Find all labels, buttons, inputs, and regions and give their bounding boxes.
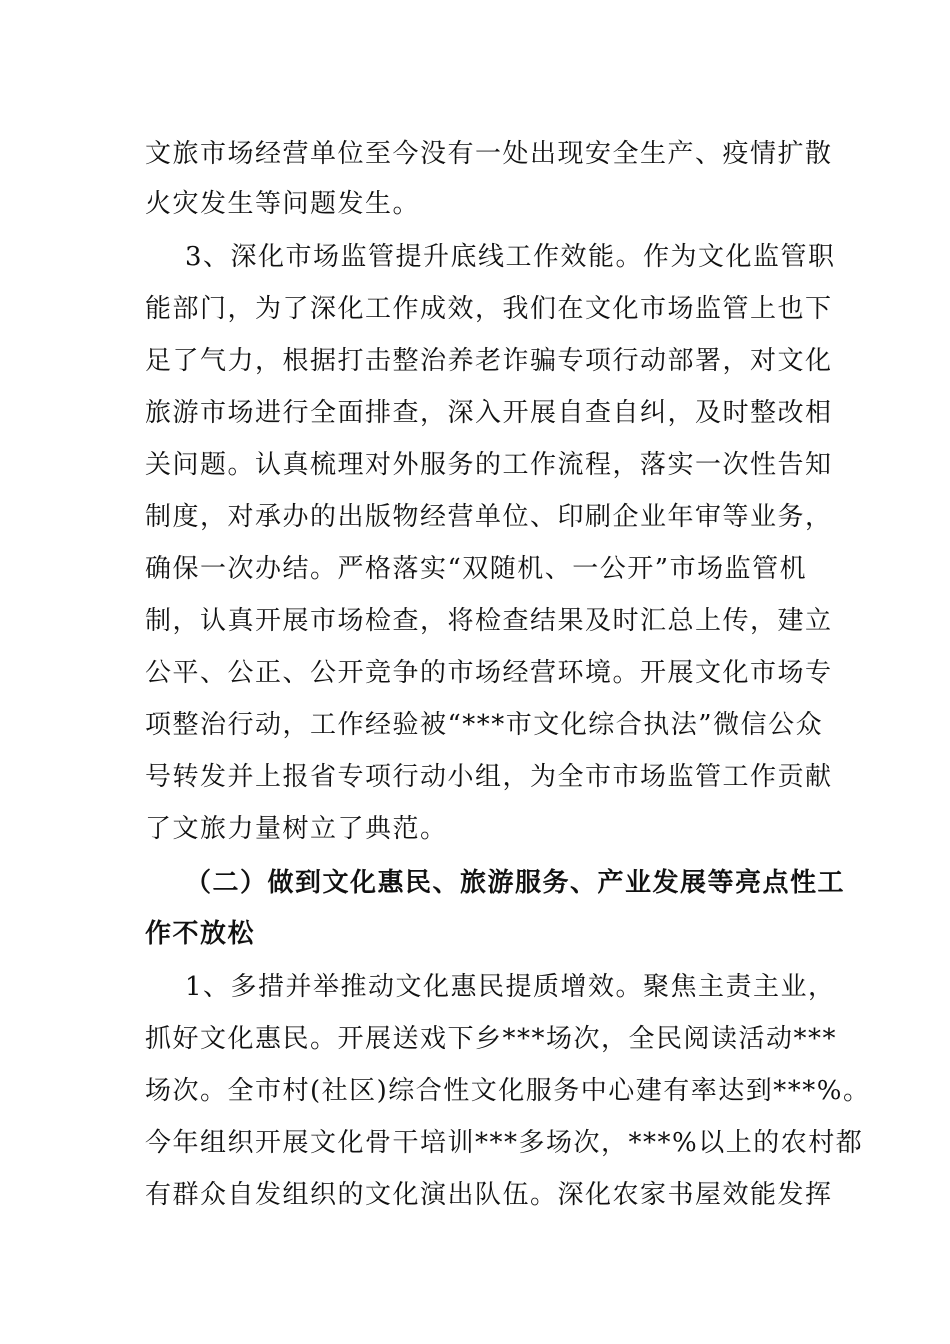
text-line: 号转发并上报省专项行动小组，为全市市场监管工作贡献 <box>145 762 833 792</box>
text-line: 制，认真开展市场检查，将检查结果及时汇总上传，建立 <box>145 606 833 636</box>
text-line: 公平、公正、公开竞争的市场经营环境。开展文化市场专 <box>145 658 833 688</box>
text-line: 有群众自发组织的文化演出队伍。深化农家书屋效能发挥 <box>145 1180 833 1210</box>
text-line: 能部门，为了深化工作成效，我们在文化市场监管上也下 <box>145 294 833 324</box>
text-line: 1、多措并举推动文化惠民提质增效。聚焦主责主业， <box>185 972 836 1002</box>
text-line: 关问题。认真梳理对外服务的工作流程，落实一次性告知 <box>145 450 833 480</box>
section-heading: 作不放松 <box>145 919 256 949</box>
text-line: 项整治行动，工作经验被“***市文化综合执法”微信公众 <box>145 710 824 740</box>
text-line: 确保一次办结。严格落实“双随机、一公开”市场监管机 <box>145 554 808 584</box>
text-line: 制度，对承办的出版物经营单位、印刷企业年审等业务， <box>145 502 833 532</box>
text-line: 火灾发生等问题发生。 <box>145 189 421 219</box>
text-line: 场次。全市村(社区)综合性文化服务中心建有率达到***%。 <box>145 1076 871 1106</box>
section-heading: （二）做到文化惠民、旅游服务、产业发展等亮点性工 <box>185 868 846 898</box>
text-line: 3、深化市场监管提升底线工作效能。作为文化监管职 <box>185 242 836 272</box>
text-line: 了文旅力量树立了典范。 <box>145 814 448 844</box>
text-line: 旅游市场进行全面排查，深入开展自查自纠，及时整改相 <box>145 398 833 428</box>
text-line: 足了气力，根据打击整治养老诈骗专项行动部署，对文化 <box>145 346 833 376</box>
text-line: 今年组织开展文化骨干培训***多场次，***%以上的农村都 <box>145 1128 864 1158</box>
text-line: 文旅市场经营单位至今没有一处出现安全生产、疫情扩散 <box>145 139 833 169</box>
text-line: 抓好文化惠民。开展送戏下乡***场次，全民阅读活动*** <box>145 1024 838 1054</box>
